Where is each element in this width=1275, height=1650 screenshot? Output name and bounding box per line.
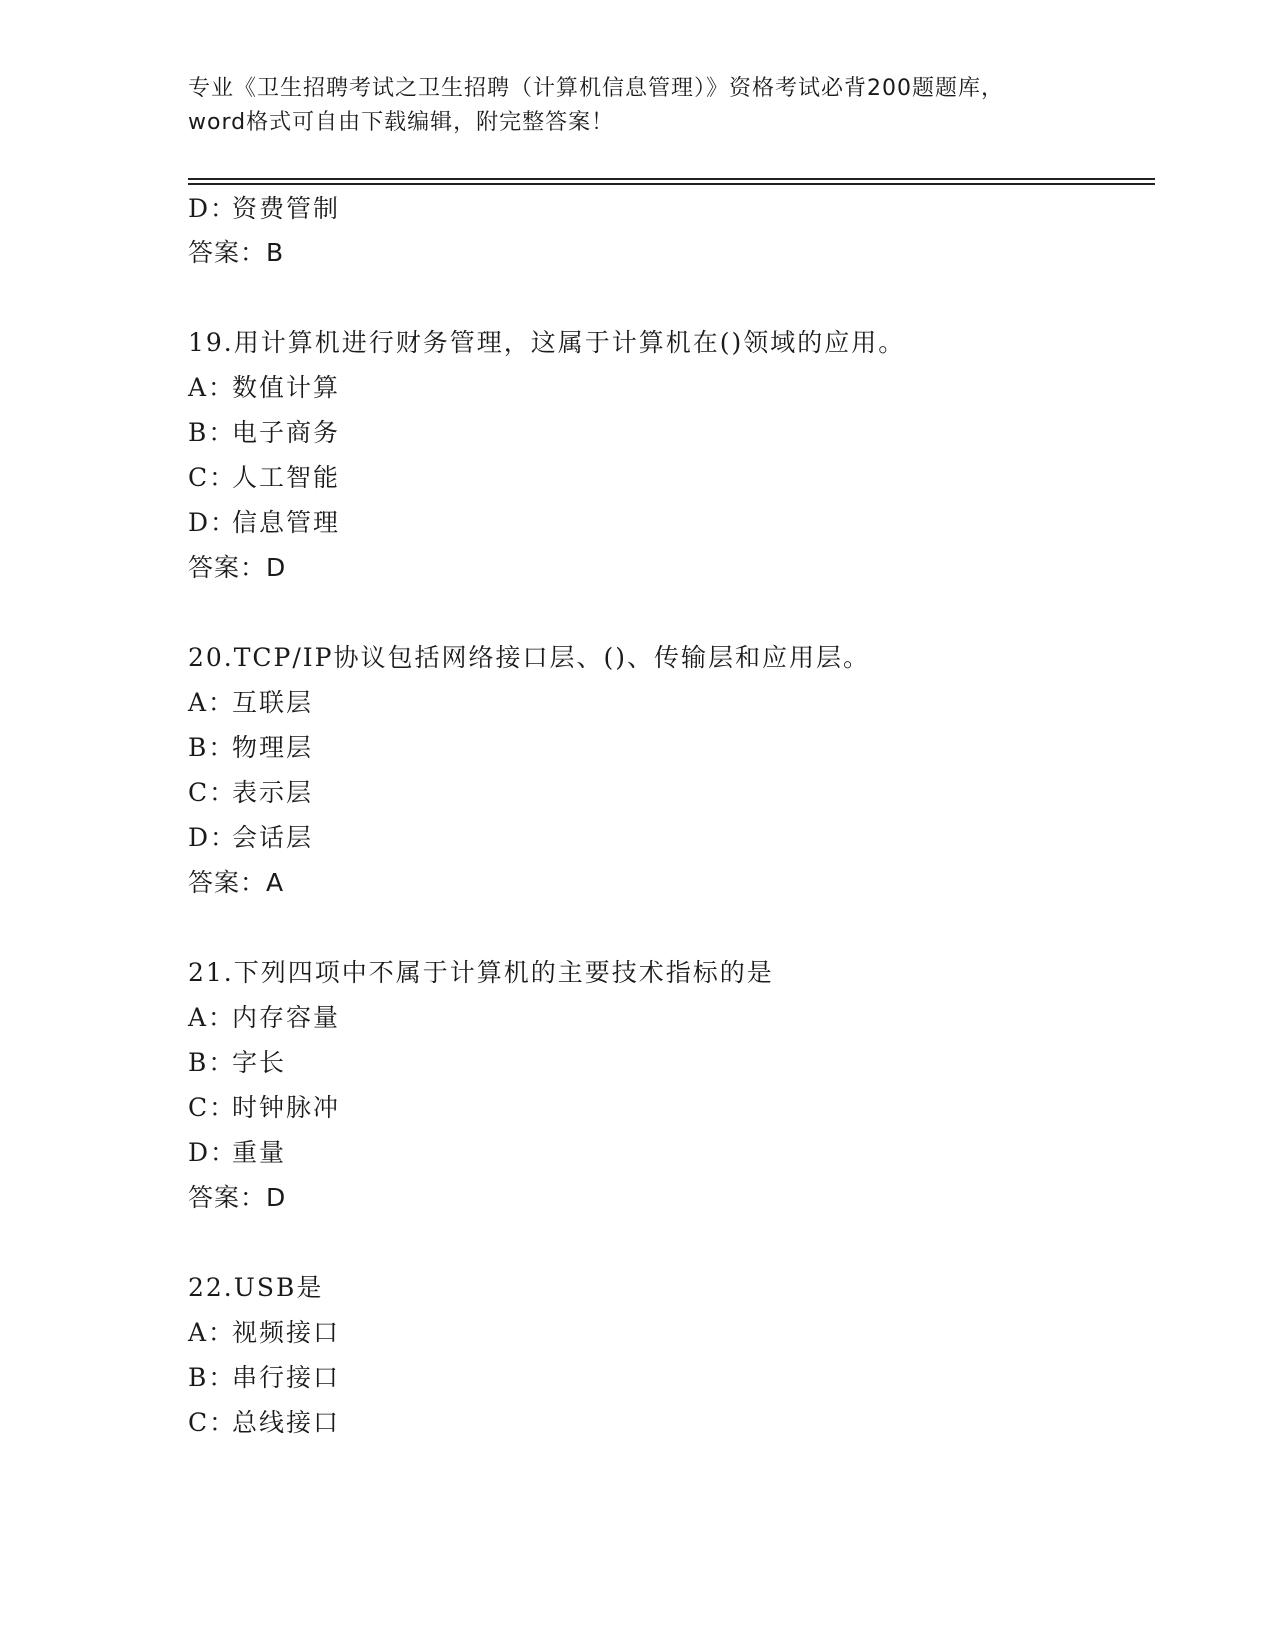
option-a	[188, 687, 313, 719]
option-key: A：	[188, 373, 236, 402]
option-text: 电子商务	[232, 418, 341, 447]
header-divider-bottom	[188, 183, 1155, 185]
option-text: 表示层	[232, 778, 314, 807]
option-key: D：	[188, 1138, 238, 1167]
option-text: 重量	[232, 1138, 287, 1167]
header-divider-top	[188, 178, 1155, 180]
question-stem-21: 21.下列四项中不属于计算机的主要技术指标的是	[188, 958, 774, 987]
option-key: C：	[188, 463, 237, 492]
option-b	[188, 1047, 286, 1079]
option-text: 串行接口	[232, 1363, 341, 1392]
option-text: 信息管理	[232, 508, 341, 537]
option-key: B：	[188, 1363, 236, 1392]
option-c	[188, 1407, 340, 1439]
option-d	[188, 822, 313, 854]
answer-line: 答案：B	[188, 238, 285, 267]
option-key: C：	[188, 1408, 237, 1437]
header-title-line-1: 专业《卫生招聘考试之卫生招聘（计算机信息管理）》资格考试必背200题题库，	[188, 76, 1004, 101]
option-key: B：	[188, 733, 236, 762]
option-a	[188, 1317, 340, 1349]
answer-line: 答案：D	[188, 1183, 287, 1212]
option-text: 物理层	[232, 733, 314, 762]
option-text: 资费管制	[232, 194, 341, 223]
answer-line: 答案：A	[188, 868, 285, 897]
option-text: 人工智能	[232, 463, 341, 492]
option-text: 视频接口	[232, 1318, 341, 1347]
option-key: D：	[188, 194, 238, 223]
option-a	[188, 372, 340, 404]
option-text: 字长	[232, 1048, 287, 1077]
option-key: B：	[188, 418, 236, 447]
option-text: 时钟脉冲	[232, 1093, 341, 1122]
option-d	[188, 507, 340, 539]
option-key: D：	[188, 823, 238, 852]
option-key: D：	[188, 508, 238, 537]
question-stem-22: 22.USB是	[188, 1273, 324, 1302]
header-title-line-2: word格式可自由下载编辑，附完整答案！	[188, 110, 615, 135]
option-text: 互联层	[232, 688, 314, 717]
option-key: A：	[188, 688, 236, 717]
document-header	[188, 72, 1088, 140]
option-d	[188, 1137, 286, 1169]
option-key: C：	[188, 1093, 237, 1122]
option-text: 会话层	[232, 823, 314, 852]
question-stem-20: 20.TCP/IP协议包括网络接口层、()、传输层和应用层。	[188, 643, 871, 672]
option-b	[188, 417, 340, 449]
option-key: A：	[188, 1318, 236, 1347]
question-stem-19: 19.用计算机进行财务管理，这属于计算机在()领域的应用。	[188, 328, 906, 357]
option-a	[188, 1002, 340, 1034]
option-b	[188, 732, 313, 764]
answer-line: 答案：D	[188, 553, 287, 582]
option-c	[188, 462, 340, 494]
option-key: C：	[188, 778, 237, 807]
option-b	[188, 1362, 340, 1394]
option-text: 内存容量	[232, 1003, 341, 1032]
option-d	[188, 193, 340, 225]
option-text: 数值计算	[232, 373, 341, 402]
option-text: 总线接口	[232, 1408, 341, 1437]
option-c	[188, 777, 313, 809]
option-c	[188, 1092, 340, 1124]
option-key: B：	[188, 1048, 236, 1077]
option-key: A：	[188, 1003, 236, 1032]
